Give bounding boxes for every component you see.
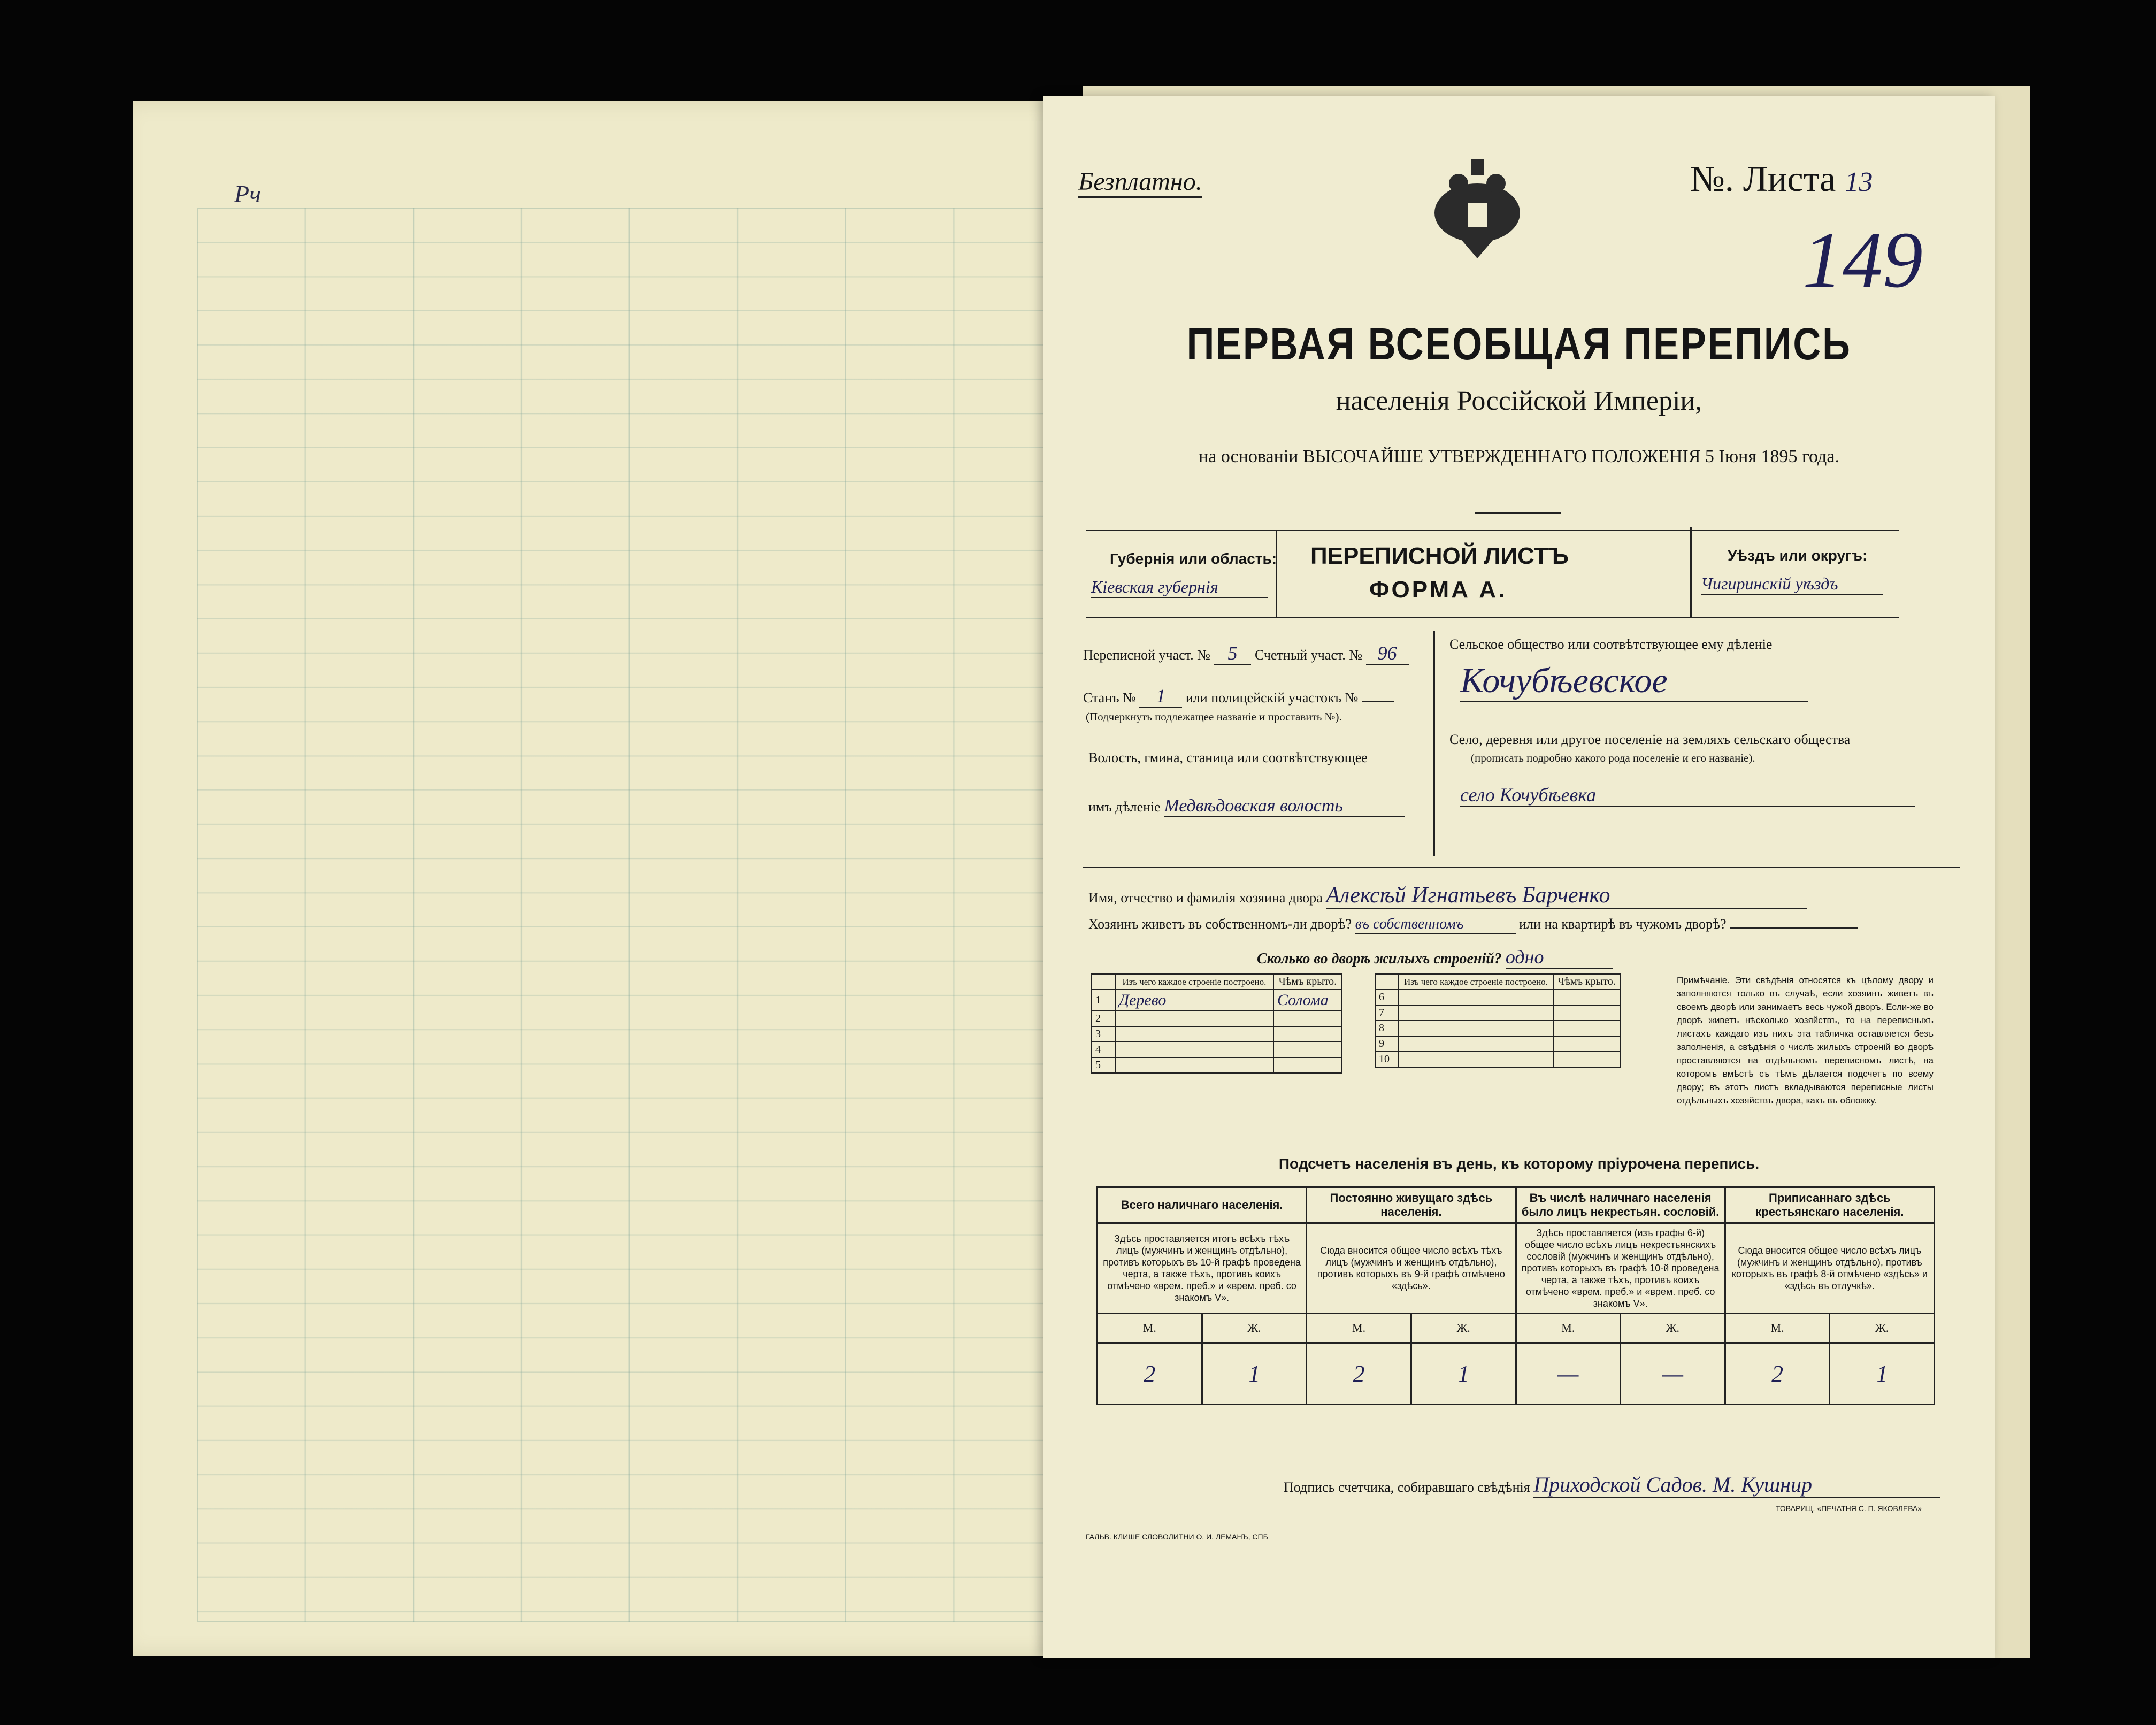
sheet-number-label: №. Листа 13: [1690, 158, 1873, 199]
village-label: Село, деревня или другое поселеніе на земляхъ сельскаго общества: [1449, 732, 1851, 747]
volost-value: Медвѣдовская волость: [1164, 796, 1405, 817]
buildings-table-left: Изъ чего каждое строеніе построено. Чѣмъ крыто. 1 Дерево Солома 2 3 4 5: [1091, 973, 1342, 1074]
table-row: 9: [1375, 1036, 1620, 1052]
sheet-number-old: 13: [1845, 167, 1873, 197]
header-box: [1086, 530, 1899, 618]
pop-head-permanent: Постоянно живущаго здѣсь населенія.: [1307, 1187, 1516, 1223]
left-page-grid: [197, 208, 1055, 1622]
table-row: 7: [1375, 1005, 1620, 1021]
society-label: Сельское общество или соотвѣтствующее ему дѣленіе: [1449, 637, 1773, 652]
signature-row: Подпись счетчика, собиравшаго свѣдѣнія Приходской Садов. М. Кушнир: [1284, 1472, 1940, 1498]
gubernia-value: Кіевская губернія: [1091, 577, 1268, 598]
stan-row: Станъ № 1 или полицейскій участокъ №: [1083, 685, 1394, 708]
table-row: 6: [1375, 990, 1620, 1005]
village-note: (прописать подробно какого рода поселеніе и его названіе).: [1471, 752, 1755, 764]
society-value: Кочубѣевское: [1460, 661, 1808, 702]
signature-value: Приходской Садов. М. Кушнир: [1533, 1472, 1940, 1498]
table-row: 5: [1092, 1057, 1342, 1073]
census-section-value: 5: [1214, 642, 1251, 665]
lives-row: Хозяинъ живетъ въ собственномъ-ли дворѣ? въ собственномъ или на квартирѣ въ чужомъ дворѣ?: [1088, 916, 1858, 934]
sheet-number-handwritten: 149: [1802, 216, 1923, 304]
owner-row: Имя, отчество и фамилія хозяина двора Алексѣй Игнатьевъ Барченко: [1088, 883, 1807, 909]
ornament-divider: [1475, 512, 1561, 514]
pop-head-registered: Приписаннаго здѣсь крестьянскаго населенія.: [1725, 1187, 1934, 1223]
table-row: 8: [1375, 1021, 1620, 1036]
table-row: 1 Дерево Солома: [1092, 990, 1342, 1011]
pop-head-total: Всего наличнаго населенія.: [1098, 1187, 1307, 1223]
census-section-row: Переписной участ. № 5 Счетный участ. № 96: [1083, 642, 1409, 665]
count-section-value: 96: [1366, 642, 1409, 665]
form-title: ПЕРВАЯ ВСЕОБЩАЯ ПЕРЕПИСЬ: [1186, 319, 1852, 369]
owner-value: Алексѣй Игнатьевъ Барченко: [1326, 883, 1807, 909]
table-row: 10: [1375, 1052, 1620, 1067]
corner-mark: Рч: [234, 180, 262, 208]
village-value: село Кочубѣевка: [1460, 784, 1915, 807]
uezd-value: Чигиринскій уѣздъ: [1701, 574, 1883, 595]
table-row: 2: [1092, 1011, 1342, 1026]
section-rule: [1083, 867, 1960, 868]
stan-value: 1: [1139, 685, 1182, 708]
fields-column-divider: [1433, 631, 1435, 856]
underline-note: (Подчеркнуть подлежащее названіе и проставить №).: [1086, 710, 1342, 723]
lives-value: въ собственномъ: [1355, 916, 1516, 934]
census-form-page: [1043, 96, 1995, 1658]
population-title: Подсчетъ населенія въ день, къ которому пріурочена перепись.: [1278, 1155, 1760, 1172]
printer-right: ТОВАРИЩ. «ПЕЧАТНЯ С. П. ЯКОВЛЕВА»: [1776, 1504, 1922, 1513]
buildings-row: Сколько во дворѣ жилыхъ строеній? одно: [1257, 946, 1613, 969]
double-eagle-emblem: [1429, 154, 1525, 261]
table-row: 2 1 2 1 — — 2 1: [1098, 1343, 1935, 1405]
gubernia-label: Губернія или область:: [1110, 550, 1277, 567]
buildings-note: Примѣчаніе. Эти свѣдѣнія относятся къ цѣлому двору и заполняются только въ случаѣ, если хозяинъ живетъ въ своемъ дворѣ или занимаетъ весь чужой дворъ. Если-же во дворѣ живетъ нѣсколько хозяйствъ, то на переписныхъ листахъ каждаго изъ нихъ эта табличка оставляется безъ заполненія, а свѣдѣнія о числѣ жилыхъ строеній во дворѣ проставляются на отдѣльномъ переписномъ листѣ, на которомъ вмѣстѣ съ тѣмъ дѣлается подсчетъ по всему двору; въ этотъ листъ вкладываются переписные листы отдѣльныхъ хозяйствъ двора, какъ въ обложку.: [1677, 975, 1934, 1106]
form-basis: на основаніи ВЫСОЧАЙШЕ УТВЕРЖДЕННАГО ПОЛОЖЕНІЯ 5 Іюня 1895 года.: [1199, 447, 1839, 466]
header-divider-right: [1690, 527, 1692, 618]
population-table: Всего наличнаго населенія. Постоянно живущаго здѣсь населенія. Въ числѣ наличнаго населенія было лицъ некрестьян. сословій. Приписаннаго здѣсь крестьянскаго населенія. Здѣсь проставляется итогъ всѣхъ тѣхъ лицъ (мужчинъ и женщинъ отдѣльно), противъ которыхъ въ 10-й графѣ проведена черта, а также тѣхъ, противъ коихъ отмѣчено «врем. преб.» и «врем. преб. со знакомъ V». Сюда вносится общее число всѣхъ тѣхъ лицъ (мужчинъ и женщинъ отдѣльно), противъ которыхъ въ 9-й графѣ отмѣчено «здѣсь». Здѣсь проставляется (изъ графы 6-й) общее число всѣхъ лицъ некрестьянскихъ сословій (мужчинъ и женщинъ отдѣльно), противъ которыхъ въ графѣ 10-й проведена черта, а также тѣхъ, противъ коихъ отмѣчено «врем. преб.» и «врем. преб. со знакомъ V». Сюда вносится общее число всѣхъ лицъ (мужчинъ и женщинъ отдѣльно), противъ которыхъ въ графѣ 8-й отмѣчено «здѣсь» и «здѣсь въ отлучкѣ». М. Ж. М. Ж. М. Ж. М. Ж. 2 1 2 1 — — 2 1: [1096, 1186, 1935, 1405]
form-subtitle: населенія Россійской Имперіи,: [1336, 386, 1702, 416]
buildings-value: одно: [1506, 946, 1613, 969]
table-row: 3: [1092, 1026, 1342, 1042]
pop-head-nonpeasant: Въ числѣ наличнаго населенія было лицъ некрестьян. сословій.: [1516, 1187, 1725, 1223]
uezd-label: Уѣздъ или округъ:: [1728, 547, 1868, 564]
buildings-table-right: Изъ чего каждое строеніе построено. Чѣмъ крыто. 6 7 8 9 10: [1375, 973, 1621, 1068]
table-row: 4: [1092, 1042, 1342, 1057]
volost-label-1: Волость, гмина, станица или соотвѣтствующее: [1088, 750, 1368, 765]
volost-row: имъ дѣленіе Медвѣдовская волость: [1088, 796, 1405, 817]
free-label: Безплатно.: [1078, 167, 1202, 198]
left-page: [133, 101, 1080, 1656]
printer-left: ГАЛЬВ. КЛИШЕ СЛОВОЛИТНИ О. И. ЛЕМАНЪ, СПБ: [1086, 1532, 1268, 1541]
form-label: ФОРМА А.: [1369, 577, 1507, 603]
header-divider-left: [1276, 531, 1277, 617]
sheet-title: ПЕРЕПИСНОЙ ЛИСТЪ: [1310, 543, 1569, 569]
